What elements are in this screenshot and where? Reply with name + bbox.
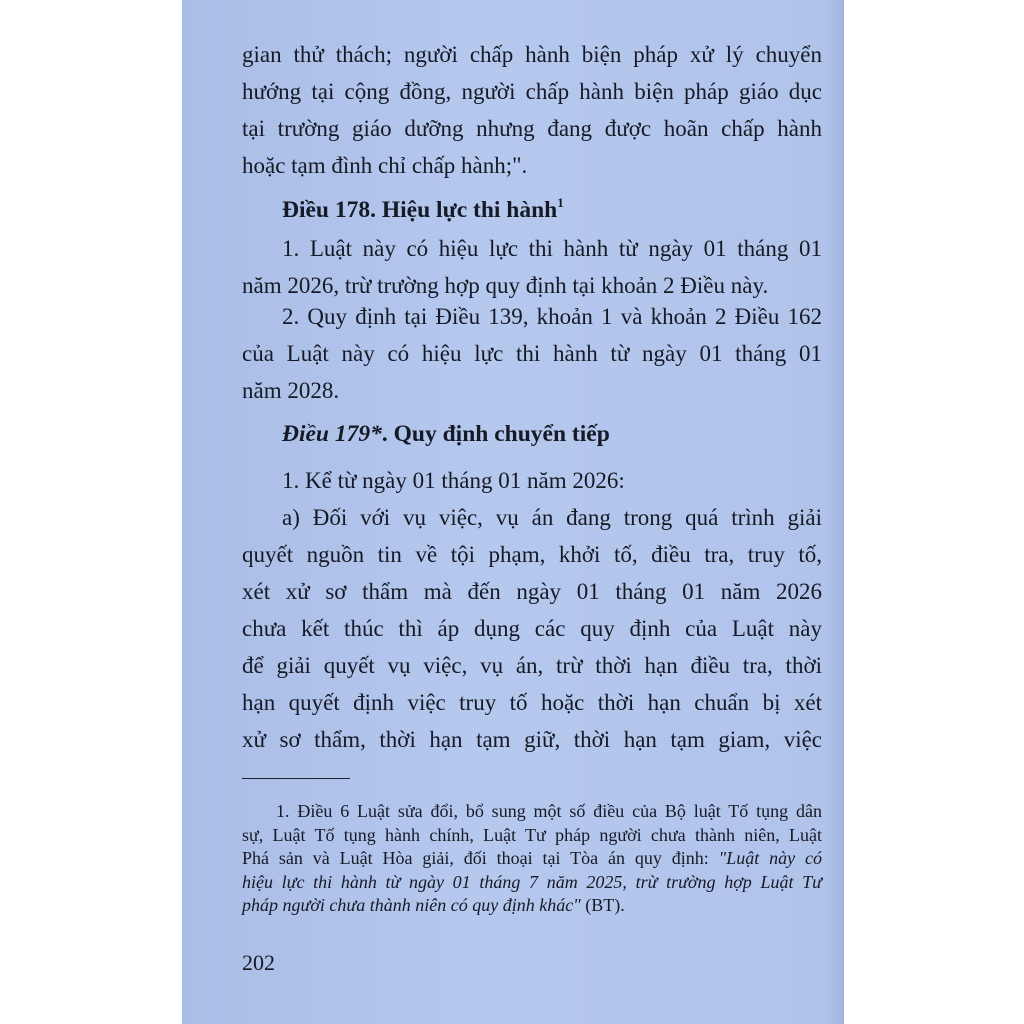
- continuation-paragraph: [242, 36, 822, 184]
- text-line: 2. Quy định tại Điều 139, khoản 1 và khoản 2 Điều 162: [282, 304, 822, 329]
- text-line: để giải quyết vụ việc, vụ án, trừ thời hạn điều tra, thời: [242, 653, 822, 678]
- footnote-line: 1. Điều 6 Luật sửa đổi, bổ sung một số điều của Bộ luật Tố tụng dân: [276, 801, 822, 821]
- text-line: hạn quyết định việc truy tố hoặc thời hạn chuẩn bị xét: [242, 690, 822, 715]
- text-line: của Luật này có hiệu lực thi hành từ ngày 01 tháng 01: [242, 341, 822, 366]
- article-178-heading: [282, 184, 844, 229]
- article-179-body: [242, 462, 822, 758]
- text-line: xét xử sơ thẩm mà đến ngày 01 tháng 01 năm 2026: [242, 579, 822, 604]
- text-line: tại trường giáo dưỡng nhưng đang được hoãn chấp hành: [242, 116, 822, 141]
- article-178-title: Điều 178. Hiệu lực thi hành: [282, 197, 558, 223]
- page-edge-shadow: [826, 0, 844, 1024]
- footnote-line: [242, 847, 822, 871]
- footnote-text: Phá sản và Luật Hòa giải, đối thoại tại Tòa án quy định:: [242, 848, 719, 868]
- footnote-mark: 1: [557, 195, 564, 210]
- page-number: 202: [242, 950, 275, 975]
- book-page: [182, 0, 844, 1024]
- footnote-divider: [242, 778, 350, 779]
- article-179-title: . Quy định chuyển tiếp: [381, 421, 610, 447]
- text-line: gian thử thách; người chấp hành biện pháp xử lý chuyển: [242, 42, 822, 67]
- text-line: xử sơ thẩm, thời hạn tạm giữ, thời hạn tạm giam, việc: [242, 727, 822, 752]
- article-179-heading: [282, 416, 844, 453]
- footnote-quote: "Luật này có: [718, 848, 822, 868]
- text-line: hướng tại cộng đồng, người chấp hành biện pháp giáo dục: [242, 79, 822, 104]
- text-line: 1. Kể từ ngày 01 tháng 01 năm 2026:: [282, 468, 625, 493]
- text-line: hoặc tạm đình chỉ chấp hành;".: [242, 153, 528, 178]
- article-178-clause-2: [242, 298, 822, 409]
- footnote-quote: pháp người chưa thành niên có quy định khác": [242, 895, 581, 915]
- footnote-line: [242, 894, 822, 918]
- text-line: năm 2026, trừ trường hợp quy định tại khoản 2 Điều này.: [242, 273, 769, 298]
- footnote-text: (BT).: [580, 895, 625, 915]
- footnote-line: sự, Luật Tố tụng hành chính, Luật Tư pháp người chưa thành niên, Luật: [242, 824, 822, 845]
- text-line: năm 2028.: [242, 378, 340, 403]
- text-line: chưa kết thúc thì áp dụng các quy định của Luật này: [242, 616, 822, 641]
- text-line: a) Đối với vụ việc, vụ án đang trong quá trình giải: [282, 505, 822, 530]
- text-line: quyết nguồn tin về tội phạm, khởi tố, điều tra, truy tố,: [242, 542, 822, 567]
- footnote: [242, 800, 822, 918]
- article-179-number: Điều 179*: [282, 421, 382, 447]
- footnote-line: hiệu lực thi hành từ ngày 01 tháng 7 năm 2025, trừ trường hợp Luật Tư: [242, 871, 822, 892]
- article-178-clause-1: [242, 230, 822, 304]
- text-line: 1. Luật này có hiệu lực thi hành từ ngày 01 tháng 01: [282, 236, 822, 261]
